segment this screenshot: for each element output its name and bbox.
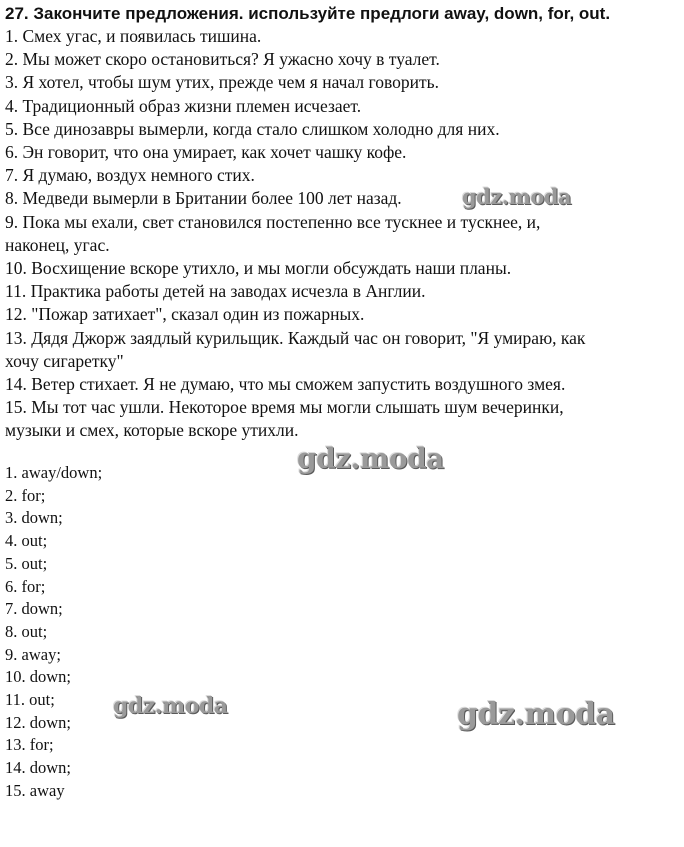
sentence-line: 15. Мы тот час ушли. Некоторое время мы могли слышать шум вечеринки,	[5, 397, 564, 418]
sentence-line: наконец, угас.	[5, 234, 110, 255]
sentence-line: хочу сигаретку"	[5, 350, 124, 371]
answer-line: 13. for;	[5, 735, 54, 755]
sentence-line: 1. Смех угас, и появилась тишина.	[5, 26, 262, 46]
answer-line: 11. out;	[5, 690, 55, 710]
answer-line: 6. for;	[5, 576, 46, 596]
watermark: gdz.moda	[297, 442, 444, 475]
answer-line: 3. down;	[5, 508, 63, 528]
answer-line: 5. out;	[5, 553, 48, 573]
sentence-line: 14. Ветер стихает. Я не думаю, что мы сможем запустить воздушного змея.	[5, 374, 566, 395]
answer-line: 2. for;	[5, 485, 46, 505]
answer-list	[5, 462, 102, 803]
sentence-line: 6. Эн говорит, что она умирает, как хочет чашку кофе.	[5, 142, 407, 163]
sentence-line: музыки и смех, которые вскоре утихли.	[5, 420, 299, 441]
answer-line: 14. down;	[5, 758, 71, 778]
sentence-line: 7. Я думаю, воздух немного стих.	[5, 165, 255, 186]
watermark: gdz.moda	[462, 184, 572, 209]
exercise-document	[5, 3, 677, 443]
answer-line: 1. away/down;	[5, 463, 103, 482]
sentence-line: 12. "Пожар затихает", сказал один из пожарных.	[5, 304, 365, 325]
sentence-list	[5, 25, 677, 443]
answer-line: 9. away;	[5, 644, 61, 664]
answer-line: 10. down;	[5, 667, 71, 687]
sentence-line: 9. Пока мы ехали, свет становился постепенно все тускнее и тускнее, и,	[5, 211, 541, 232]
answer-line: 15. away	[5, 780, 65, 800]
watermark: gdz.moda	[457, 697, 615, 732]
sentence-line: 11. Практика работы детей на заводах исчезла в Англии.	[5, 281, 426, 302]
sentence-line: 3. Я хотел, чтобы шум утих, прежде чем я начал говорить.	[5, 72, 439, 93]
answer-line: 8. out;	[5, 621, 48, 641]
sentence-line: 5. Все динозавры вымерли, когда стало слишком холодно для них.	[5, 118, 500, 139]
exercise-title: 27. Закончите предложения. используйте предлоги away, down, for, out.	[5, 4, 611, 23]
sentence-line: 13. Дядя Джорж заядлый курильщик. Каждый час он говорит, "Я умираю, как	[5, 327, 586, 348]
watermark: gdz.moda	[113, 693, 228, 719]
answer-line: 12. down;	[5, 712, 71, 732]
answer-line: 4. out;	[5, 531, 48, 551]
answer-line: 7. down;	[5, 599, 63, 619]
sentence-line: 2. Мы может скоро остановиться? Я ужасно хочу в туалет.	[5, 49, 440, 70]
sentence-line: 4. Традиционный образ жизни племен исчезает.	[5, 95, 362, 116]
sentence-line: 10. Восхищение вскоре утихло, и мы могли обсуждать наши планы.	[5, 258, 512, 279]
sentence-line: 8. Медведи вымерли в Британии более 100 лет назад.	[5, 188, 402, 209]
